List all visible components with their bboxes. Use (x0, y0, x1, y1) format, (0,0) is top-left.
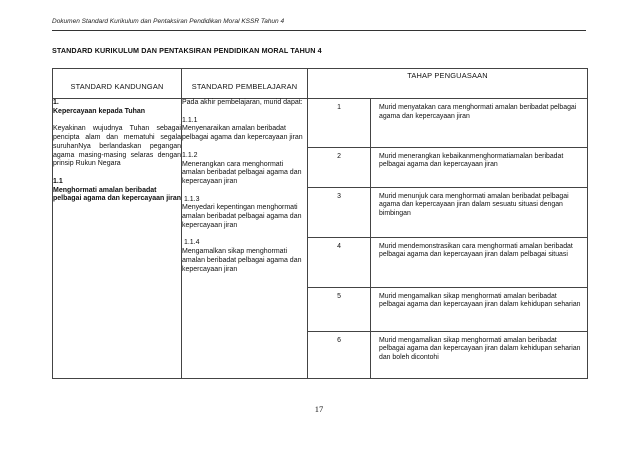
pembelajaran-item-number: 1.1.2 (182, 151, 198, 159)
header-standard-pembelajaran: STANDARD PEMBELAJARAN (182, 69, 308, 99)
tahap-level: 3 (308, 187, 371, 237)
tahap-description: Murid menyatakan cara menghormati amalan beribadat pelbagai agama dan kepercayaan jiran (371, 99, 588, 147)
pembelajaran-item (182, 239, 307, 274)
tahap-description: Murid menunjuk cara menghormati amalan beribadat pelbagai agama dan kepercayaan jiran dalam sesuatu situasi dengan bimbingan (371, 187, 588, 237)
tahap-description: Murid menerangkan kebaikanmenghormatiamalan beribadat pelbagai agama dan kepercayaan jiran (371, 147, 588, 187)
tahap-level: 2 (308, 147, 371, 187)
pembelajaran-intro: Pada akhir pembelajaran, murid dapat: (182, 99, 303, 106)
document-title: STANDARD KURIKULUM DAN PENTAKSIRAN PENDIDIKAN MORAL TAHUN 4 (52, 46, 322, 55)
standard-kandungan-cell (53, 99, 182, 379)
tahap-table (308, 99, 587, 378)
pembelajaran-item-number: 1.1.3 (182, 195, 200, 203)
tahap-level: 6 (308, 331, 371, 378)
tahap-penguasaan-cell (308, 99, 588, 379)
tahap-row (308, 99, 587, 147)
pembelajaran-item-number: 1.1.4 (182, 239, 200, 247)
pembelajaran-item-number: 1.1.1 (182, 116, 198, 124)
kandungan-title: Kepercayaan kepada Tuhan (53, 107, 146, 115)
tahap-description: Murid mengamalkan sikap menghormati amalan beribadat pelbagai agama dan kepercayaan jiran dalam kehidupan seharian (371, 287, 588, 331)
pembelajaran-item (182, 152, 307, 187)
header-tahap-penguasaan: TAHAP PENGUASAAN (308, 69, 588, 99)
kandungan-body: Keyakinan wujudnya Tuhan sebagai pencipta alam dan mematuhi segala suruhanNya berlandaskan pegangan agama masing-masing selaras dengan prinsip Rukun Negara (53, 125, 181, 168)
tahap-level: 4 (308, 237, 371, 287)
tahap-description: Murid mendemonstrasikan cara menghormati amalan beribadat pelbagai agama dan kepercayaan jiran dalam pelbagai situasi (371, 237, 588, 287)
kandungan-sub-number: 1.1 (53, 177, 63, 185)
tahap-level: 1 (308, 99, 371, 147)
tahap-row (308, 147, 587, 187)
page-number: 17 (314, 404, 324, 414)
kandungan-sub-title: Menghormati amalan beribadat pelbagai agama dan kepercayaan jiran (53, 186, 182, 203)
pembelajaran-item (182, 117, 307, 143)
tahap-row (308, 237, 587, 287)
header-divider (52, 30, 586, 31)
tahap-row (308, 287, 587, 331)
tahap-row (308, 187, 587, 237)
kandungan-number: 1. (53, 99, 59, 106)
tahap-row (308, 331, 587, 378)
pembelajaran-item-text: Mengamalkan sikap menghormati amalan beribadat pelbagai agama dan kepercayaan jiran (182, 248, 302, 273)
running-header: Dokumen Standard Kurikulum dan Pentaksiran Pendidikan Moral KSSR Tahun 4 (52, 18, 285, 25)
pembelajaran-item-text: Menyedari kepentingan menghormati amalan beribadat pelbagai agama dan kepercayaan jiran (182, 204, 302, 229)
pembelajaran-item (182, 196, 307, 231)
tahap-description: Murid mengamalkan sikap menghormati amalan beribadat pelbagai agama dan kepercayaan jiran dalam kehidupan seharian dan boleh dicontohi (379, 336, 581, 362)
tahap-level: 5 (308, 287, 371, 331)
header-standard-kandungan: STANDARD KANDUNGAN (53, 69, 182, 99)
standard-pembelajaran-cell (182, 99, 308, 379)
curriculum-table (52, 68, 588, 379)
pembelajaran-item-text: Menyenaraikan amalan beribadat pelbagai agama dan kepercayaan jiran (182, 125, 303, 142)
pembelajaran-item-text: Menerangkan cara menghormati amalan beribadat pelbagai agama dan kepercayaan jiran (182, 160, 302, 185)
